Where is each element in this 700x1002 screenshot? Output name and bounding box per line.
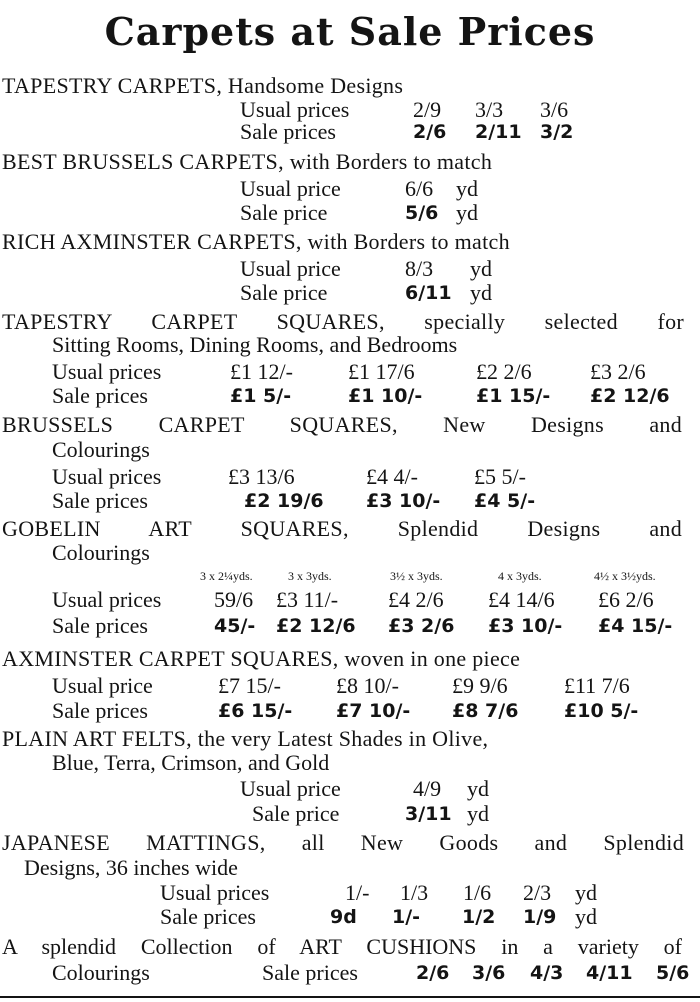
sale-price: 3/6	[472, 962, 506, 984]
sale-price: £3 2/6	[388, 615, 455, 637]
usual-label: Usual prices	[240, 97, 350, 122]
sale-label: Sale price	[252, 801, 340, 826]
sale-price: 1/2	[462, 906, 496, 928]
section-heading-rich-axminster-carpets: RICH AXMINSTER CARPETS, with Borders to match	[2, 229, 510, 254]
unit-label: yd	[467, 801, 489, 826]
sale-price: 3/11	[405, 803, 452, 825]
section-heading-continuation: Colourings	[52, 437, 150, 462]
section-heading-continuation: Colourings	[52, 540, 150, 565]
sale-price: £1 10/-	[348, 385, 423, 407]
sale-price: 3/2	[540, 121, 574, 143]
sale-price: 2/6	[416, 962, 450, 984]
section-heading-axminster-carpet-squares: AXMINSTER CARPET SQUARES, woven in one piece	[2, 646, 521, 671]
sale-price: £2 12/6	[590, 385, 670, 407]
sale-price: 4/11	[586, 962, 633, 984]
sale-label: Sale prices	[160, 904, 256, 929]
usual-price: 3/3	[475, 97, 504, 122]
sale-price: £4 5/-	[474, 490, 536, 512]
sale-price: £2 12/6	[276, 615, 356, 637]
unit-label: yd	[467, 776, 489, 801]
unit-label: yd	[575, 904, 597, 929]
size-label: 3 x 3yds.	[288, 569, 332, 583]
unit-label: yd	[456, 200, 478, 225]
usual-price: 2/3	[523, 880, 552, 905]
sale-price: £3 10/-	[366, 490, 441, 512]
section-heading-best-brussels-carpets: BEST BRUSSELS CARPETS, with Borders to match	[2, 149, 493, 174]
sale-price: 6/11	[405, 282, 452, 304]
sale-price: £10 5/-	[564, 700, 639, 722]
sale-label: Sale price	[240, 280, 328, 305]
unit-label: yd	[470, 280, 492, 305]
page-title: Carpets at Sale Prices	[104, 9, 596, 54]
usual-price: 1/3	[400, 880, 429, 905]
usual-price: £3 2/6	[590, 359, 646, 384]
usual-price: 1/-	[345, 880, 370, 905]
usual-price: 4/9	[413, 776, 442, 801]
sale-price: 5/6	[405, 202, 439, 224]
section-heading-art-cushions: A splendid Collection of ART CUSHIONS in a variety of	[2, 934, 682, 959]
size-label: 4½ x 3½yds.	[594, 569, 656, 583]
usual-price: £1 17/6	[348, 359, 415, 384]
usual-price: £11 7/6	[564, 673, 630, 698]
sale-price: 2/6	[413, 121, 447, 143]
section-heading-brussels-carpet-squares: BRUSSELS CARPET SQUARES, New Designs and	[2, 412, 682, 437]
sale-label: Sale prices	[52, 613, 148, 638]
usual-label: Usual prices	[52, 359, 162, 384]
sale-label: Sale prices	[262, 960, 358, 985]
usual-price: £3 13/6	[228, 464, 295, 489]
usual-price: 8/3	[405, 256, 434, 281]
usual-price: £3 11/-	[276, 587, 339, 612]
sale-price: 9d	[330, 906, 357, 928]
section-heading-continuation: Sitting Rooms, Dining Rooms, and Bedrooms	[52, 332, 458, 357]
size-label: 4 x 3yds.	[498, 569, 542, 583]
sale-label: Sale prices	[240, 119, 336, 144]
usual-label: Usual prices	[160, 880, 270, 905]
sale-label: Sale prices	[52, 488, 148, 513]
section-heading-continuation: Designs, 36 inches wide	[24, 855, 238, 880]
size-label: 3 x 2¼yds.	[200, 569, 253, 583]
size-label: 3½ x 3yds.	[390, 569, 443, 583]
usual-price: £9 9/6	[452, 673, 508, 698]
usual-price: 59/6	[214, 587, 254, 612]
usual-price: £7 15/-	[218, 673, 281, 698]
sale-price: £6 15/-	[218, 700, 293, 722]
section-heading-tapestry-carpet-squares: TAPESTRY CARPET SQUARES, specially selected for	[2, 309, 684, 334]
section-heading-gobelin-art-squares: GOBELIN ART SQUARES, Splendid Designs and	[2, 516, 682, 541]
sale-label: Sale price	[240, 200, 328, 225]
sale-price: 45/-	[214, 615, 256, 637]
sale-price: £1 15/-	[476, 385, 551, 407]
usual-price: £2 2/6	[476, 359, 532, 384]
sale-price: £8 7/6	[452, 700, 519, 722]
usual-price: £8 10/-	[336, 673, 399, 698]
section-heading-continuation: Colourings	[52, 960, 150, 985]
usual-price: 2/9	[413, 97, 442, 122]
section-heading-japanese-mattings: JAPANESE MATTINGS, all New Goods and Splendid	[2, 830, 684, 855]
sale-price: £4 15/-	[598, 615, 673, 637]
usual-price: £6 2/6	[598, 587, 654, 612]
usual-price: 6/6	[405, 176, 434, 201]
usual-price: £4 4/-	[366, 464, 418, 489]
unit-label: yd	[456, 176, 478, 201]
sale-price: £3 10/-	[488, 615, 563, 637]
unit-label: yd	[575, 880, 597, 905]
sale-price: 2/11	[475, 121, 522, 143]
usual-price: £4 14/6	[488, 587, 555, 612]
usual-label: Usual prices	[52, 464, 162, 489]
section-heading-plain-art-felts: PLAIN ART FELTS, the very Latest Shades in Olive,	[2, 726, 489, 751]
usual-price: £4 2/6	[388, 587, 444, 612]
usual-label: Usual price	[240, 256, 341, 281]
usual-label: Usual prices	[52, 587, 162, 612]
usual-price: £1 12/-	[230, 359, 293, 384]
sale-price: 1/-	[392, 906, 421, 928]
sale-price: 1/9	[523, 906, 557, 928]
usual-price: 3/6	[540, 97, 569, 122]
sale-price: £2 19/6	[244, 490, 324, 512]
usual-label: Usual price	[240, 176, 341, 201]
sale-price: £1 5/-	[230, 385, 292, 407]
usual-label: Usual price	[52, 673, 153, 698]
bottom-rule	[0, 996, 700, 998]
sale-price: 4/3	[530, 962, 564, 984]
unit-label: yd	[470, 256, 492, 281]
usual-price: £5 5/-	[474, 464, 526, 489]
sale-price: £7 10/-	[336, 700, 411, 722]
sale-price: 5/6	[656, 962, 690, 984]
sale-label: Sale prices	[52, 383, 148, 408]
usual-price: 1/6	[463, 880, 492, 905]
sale-label: Sale prices	[52, 698, 148, 723]
usual-label: Usual price	[240, 776, 341, 801]
section-heading-tapestry-carpets: TAPESTRY CARPETS, Handsome Designs	[2, 73, 404, 98]
section-heading-continuation: Blue, Terra, Crimson, and Gold	[52, 750, 330, 775]
